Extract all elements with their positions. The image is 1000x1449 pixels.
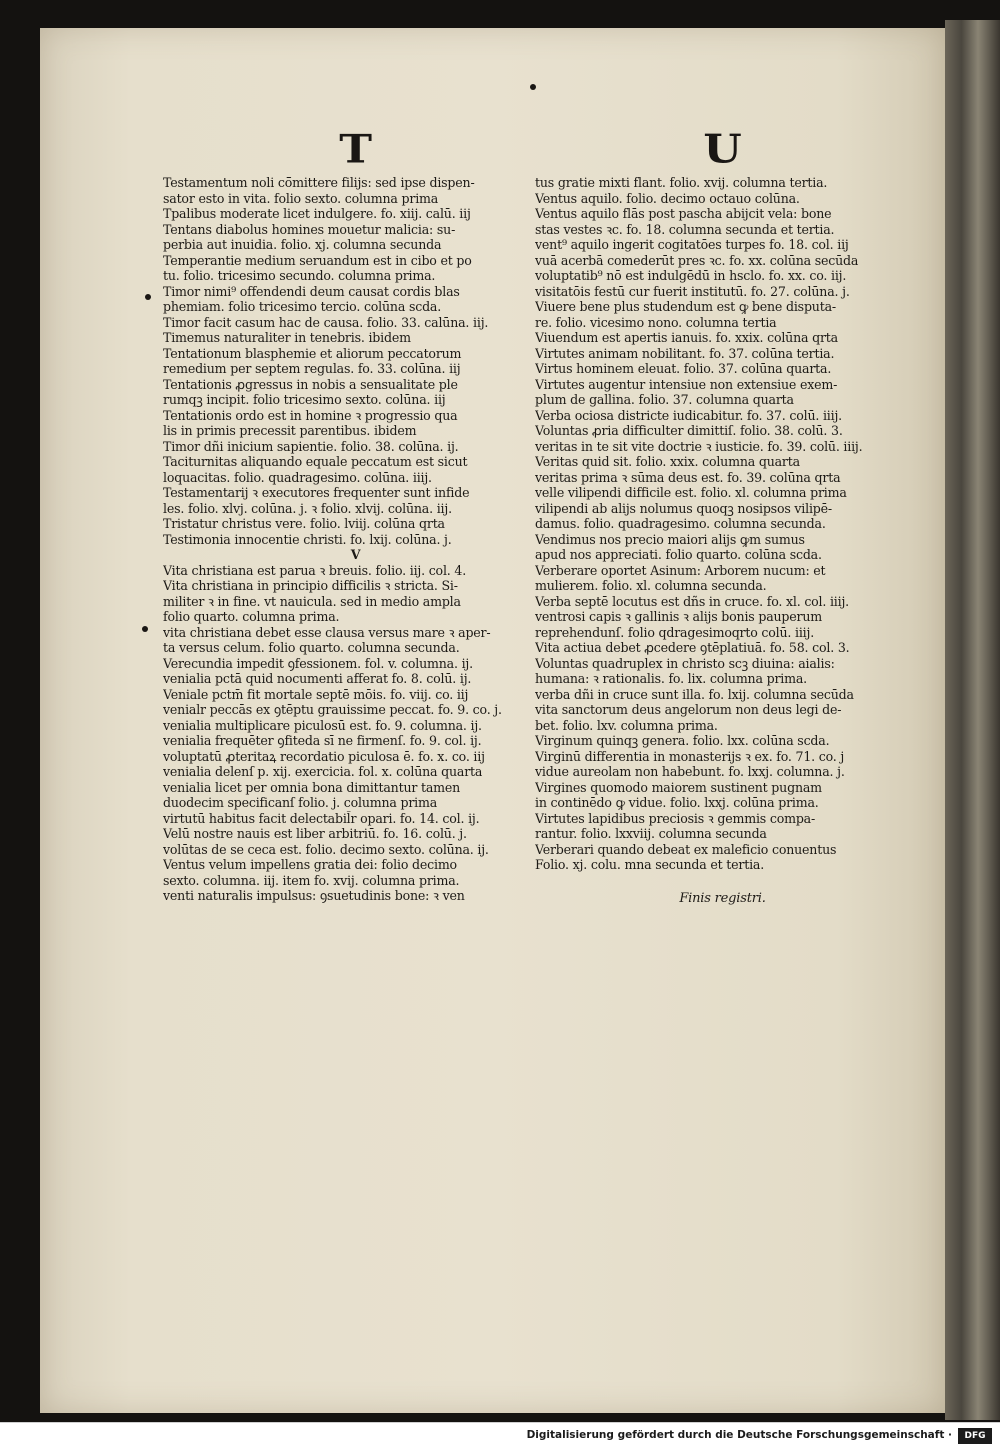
index-line: Velū nostre nauis est liber arbitriū. fo. 16. colū. j. — [163, 826, 467, 841]
index-line: venialia frequēter ꝯfiteda sī ne firmenſ. fo. 9. col. ij. — [163, 733, 482, 748]
index-line: vita christiana debet esse clausa versus mare ꝛ aper- — [163, 624, 491, 640]
index-line: visitatōis festū cur fuerit institutū. fo. 27. colūna. j. — [535, 283, 850, 299]
index-line: Ventus aquilo. folio. decimo octauo colūna. — [535, 190, 800, 206]
index-line: vuā acerbā comederūt pres ꝛc. fo. xx. colūna secūda — [535, 252, 859, 268]
index-line: rantur. folio. lxxviij. columna secunda — [535, 826, 767, 841]
index-line: Virtutes augentur intensiue non extensiue exem- — [535, 376, 838, 392]
index-line: Virgines quomodo maiorem sustinent pugnam — [535, 779, 822, 795]
index-line: bet. folio. lxv. columna prima. — [535, 717, 718, 733]
index-line: remedium per septem regulas. fo. 33. colūna. iij — [163, 361, 461, 376]
index-line: Tentationum blasphemie et aliorum peccatorum — [163, 345, 462, 361]
index-line: Verberari quando debeat ex maleficio conuentus — [535, 841, 837, 857]
index-line: Temperantie medium seruandum est in cibo et po — [163, 252, 472, 268]
index-line: Vendimus nos precio maiori alijs ꝙm sumus — [535, 531, 805, 547]
index-line: Viuendum est apertis ianuis. fo. xxix. colūna qrta — [535, 330, 838, 345]
left-column-lines — [163, 175, 548, 904]
index-line: folio quarto. columna prima. — [163, 609, 340, 624]
index-line: venialia licet per omnia bona dimittantur tamen — [163, 779, 461, 795]
index-line: Ventus velum impellens gratia dei: folio decimo — [163, 857, 457, 872]
index-line: Virtutes animam nobilitant. fo. 37. colūna tertia. — [535, 345, 835, 361]
index-line: militer ꝛ in fine. vt nauicula. sed in medio ampla — [163, 593, 461, 609]
index-line: Tentationis ꝓgressus in nobis a sensualitate ple — [163, 376, 458, 392]
index-line: V — [350, 547, 361, 562]
index-line: Vita christiana in principio difficilis ꝛ stricta. Si- — [163, 578, 458, 593]
index-line: velle vilipendi difficile est. folio. xl. columna prima — [535, 485, 847, 500]
right-header-letter: U — [703, 126, 742, 173]
index-line: Vita christiana est parua ꝛ breuis. folio. iij. col. 4. — [163, 562, 466, 578]
index-line: Folio. xj. colu. mna secunda et tertia. — [535, 857, 765, 872]
index-line: apud nos appreciati. folio quarto. colūna scda. — [535, 547, 822, 562]
index-line: Tentationis ordo est in homine ꝛ progressio qua — [163, 407, 458, 423]
index-line: venti naturalis impulsus: ꝯsuetudinis bone: ꝛ ven — [163, 888, 465, 903]
page-edge — [945, 20, 1000, 1420]
index-line: venialia pctā quid nocumenti afferat fo. 8. colū. ij. — [163, 671, 472, 686]
index-line: Virginum quinqꝫ genera. folio. lxx. colūna scda. — [535, 733, 830, 748]
index-line: sexto. columna. iij. item fo. xvij. columna prima. — [163, 872, 460, 888]
index-line: voluptatū ꝓteritaꝝ recordatio piculosa ē. fo. x. co. iij — [163, 748, 485, 764]
index-line: in continēdo ꝙ vidue. folio. lxxj. colūna prima. — [535, 795, 819, 810]
index-line: plum de gallina. folio. 37. columna quarta — [535, 392, 794, 407]
index-line: veritas in te sit vite doctrie ꝛ iusticie. fo. 39. colū. iiij. — [535, 438, 863, 454]
index-line: Timemus naturaliter in tenebris. ibidem — [163, 330, 411, 345]
index-line: Verba septē locutus est dñs in cruce. fo. xl. col. iiij. — [535, 593, 849, 609]
index-line: mulierem. folio. xl. columna secunda. — [535, 578, 767, 593]
index-line: virtutū habitus facit delectabil̄r opari. fo. 14. col. ij. — [163, 810, 480, 826]
left-header-letter: T — [339, 126, 372, 173]
margin-dot — [145, 294, 151, 300]
index-line: ta versus celum. folio quarto. columna secunda. — [163, 640, 460, 655]
index-line: Ventus aquilo flās post pascha abijcit vela: bone — [535, 206, 832, 221]
index-line: les. folio. xlvj. colūna. j. ꝛ folio. xlvij. colūna. iij. — [163, 500, 452, 516]
index-line: Vita actiua debet ꝓcedere ꝯtēplatiuā. fo. 58. col. 3. — [535, 640, 850, 655]
index-line: volūtas de se ceca est. folio. decimo sexto. colūna. ij. — [163, 841, 489, 857]
index-line: rumqꝫ incipit. folio tricesimo sexto. colūna. iij — [163, 392, 446, 407]
index-line: Testimonia innocentie christi. fo. lxij. colūna. j. — [163, 531, 452, 547]
footer-credit: Digitalisierung gefördert durch die Deutsche Forschungsgemeinschaft · — [526, 1429, 952, 1441]
index-line: vent⁹ aquilo ingerit cogitatōes turpes fo. 18. col. iij — [535, 237, 849, 252]
dfg-logo: DFG — [958, 1428, 992, 1444]
index-line: sator esto in vita. folio sexto. columna prima — [163, 190, 439, 206]
right-column-lines — [535, 175, 910, 873]
index-line: Voluntas ꝓria difficulter dimittiſ. folio. 38. colū. 3. — [535, 423, 843, 438]
index-line: venialia multiplicare piculosū est. fo. 9. columna. ij. — [163, 717, 482, 733]
index-line: venialr peccās ex ꝯtēptu grauissime peccat. fo. 9. co. j. — [163, 702, 502, 717]
index-line: damus. folio. quadragesimo. columna secunda. — [535, 516, 826, 531]
index-line: lis in primis precessit parentibus. ibidem — [163, 423, 417, 438]
index-line: Verecundia impedit ꝯfessionem. fol. v. columna. ij. — [163, 655, 473, 671]
finis-registri: Finis registri. — [679, 890, 766, 906]
index-line: Taciturnitas aliquando equale peccatum est sicut — [163, 454, 468, 469]
index-line: duodecim specificanſ folio. j. columna prima — [163, 795, 438, 810]
right-column — [535, 125, 910, 906]
index-line: Veritas quid sit. folio. xxix. columna quarta — [535, 454, 800, 469]
index-line: vilipendi ab alijs nolumus quoqꝫ nosipsos vilipē- — [535, 500, 832, 516]
index-line: reprehendunſ. folio qdragesimoqrto colū. iiij. — [535, 624, 814, 640]
index-line: tu. folio. tricesimo secundo. columna prima. — [163, 268, 436, 283]
margin-dot — [142, 626, 148, 632]
index-line: verba dñi in cruce sunt illa. fo. lxij. columna secūda — [535, 686, 854, 702]
index-line: Timor facit casum hac de causa. folio. 33. calūna. iij. — [163, 314, 489, 330]
index-line: Testamentarij ꝛ executores frequenter sunt infide — [163, 485, 470, 500]
index-line: Timor nimi⁹ offendendi deum causat cordis blas — [163, 283, 460, 299]
index-line: perbia aut inuidia. folio. xj. columna secunda — [163, 237, 442, 252]
index-line: veritas prima ꝛ sūma deus est. fo. 39. colūna qrta — [535, 469, 841, 485]
index-line: Virtus hominem eleuat. folio. 37. colūna quarta. — [535, 361, 832, 376]
index-line: venialia delenſ p. xij. exercicia. fol. x. colūna quarta — [163, 764, 483, 779]
index-line: Verberare oportet Asinum: Arborem nucum: et — [535, 562, 826, 578]
index-line: vidue aureolam non habebunt. fo. lxxj. columna. j. — [535, 764, 845, 779]
index-line: Timor dñi inicium sapientie. folio. 38. colūna. ij. — [163, 438, 459, 454]
index-line: Viuere bene plus studendum est ꝙ bene disputa- — [535, 299, 836, 314]
index-line: humana: ꝛ rationalis. fo. lix. columna prima. — [535, 671, 807, 686]
index-line: loquacitas. folio. quadragesimo. colūna. iiij. — [163, 469, 432, 485]
index-line: Testamentum noli cō̄mittere filijs: sed ipse dispen- — [163, 175, 475, 190]
index-line: re. folio. vicesimo nono. columna tertia — [535, 314, 777, 330]
index-line: Veniale pctm̄ fit mortale septē mōis. fo. viij. co. iij — [163, 686, 469, 702]
left-column — [163, 125, 548, 904]
margin-dot — [530, 84, 536, 90]
index-line: ventrosi capis ꝛ gallinis ꝛ alijs bonis pauperum — [535, 609, 823, 624]
index-line: voluptatib⁹ nō est indulgēdū in hsclo. fo. xx. co. iij. — [535, 268, 847, 283]
index-line: Tentans diabolus homines mouetur malicia: su- — [163, 221, 456, 237]
index-line: Tpalibus moderate licet indulgere. fo. xiij. calū. iij — [163, 206, 471, 221]
index-line: Virtutes lapidibus preciosis ꝛ gemmis compa- — [535, 810, 816, 826]
footer-bar — [0, 1422, 1000, 1449]
index-line: Verba ociosa districte iudicabitur. fo. 37. colū. iiij. — [535, 407, 842, 423]
index-line: Virginū differentia in monasterijs ꝛ ex. fo. 71. co. j — [535, 748, 845, 764]
index-line: Tristatur christus vere. folio. lviij. colūna qrta — [163, 516, 445, 531]
index-line: stas vestes ꝛc. fo. 18. columna secunda et tertia. — [535, 221, 835, 237]
index-line: vita sanctorum deus angelorum non deus legi de- — [535, 702, 842, 717]
index-line: phemiam. folio tricesimo tercio. colūna scda. — [163, 299, 442, 314]
index-line: tus gratie mixti flant. folio. xvij. columna tertia. — [535, 175, 828, 190]
index-line: Voluntas quadruplex in christo scꝫ diuina: aialis: — [535, 655, 835, 671]
